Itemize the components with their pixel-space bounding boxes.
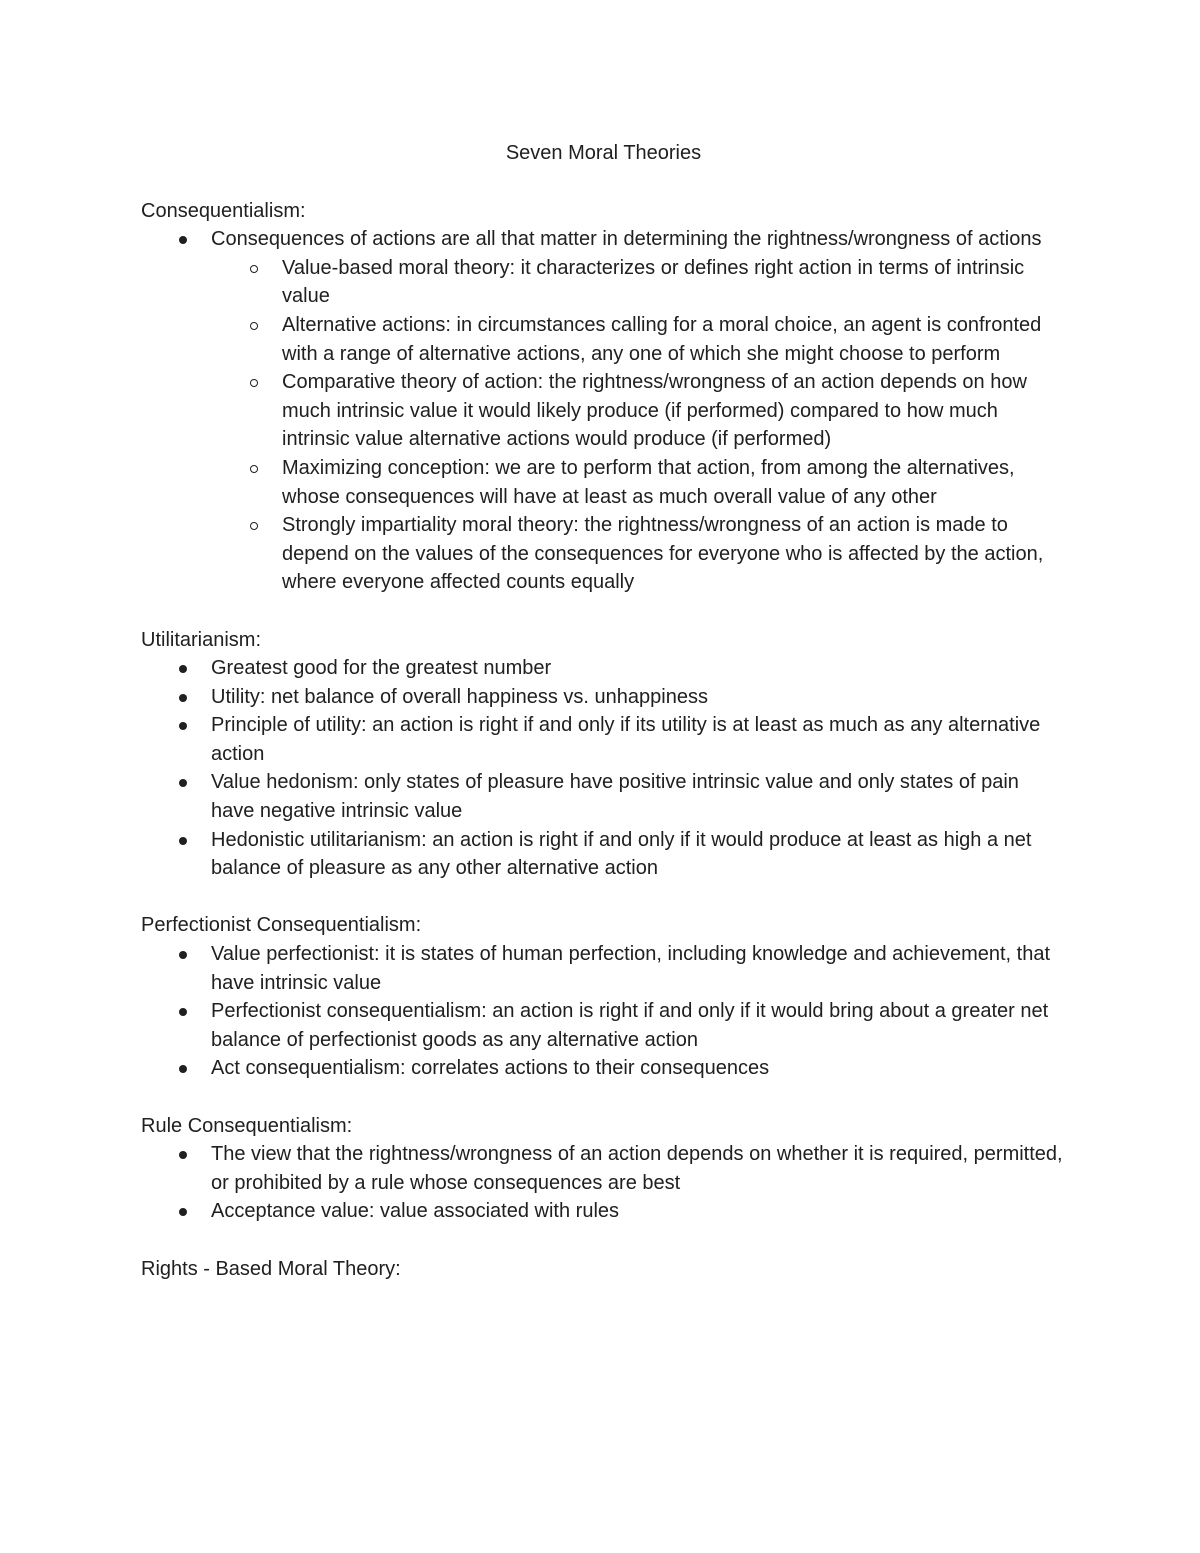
bullet-list: [141, 654, 1066, 883]
sub-list-item-text: Value-based moral theory: it characterizes or defines right action in terms of intrinsic value: [282, 256, 1025, 308]
list-item-text: Act consequentialism: correlates actions to their consequences: [211, 1057, 770, 1080]
sub-list-item: [211, 454, 1066, 511]
list-item-text: Principle of utility: an action is right if and only if its utility is at least as much as any alternative action: [211, 714, 1041, 765]
list-item: [141, 826, 1066, 883]
sub-bullet-list: [211, 254, 1066, 597]
list-item: [141, 225, 1066, 597]
bullet-ring-icon: [250, 522, 258, 530]
section-heading: Rights - Based Moral Theory:: [141, 1257, 401, 1280]
bullet-ring-icon: [250, 322, 258, 330]
sub-list-item-text: Maximizing conception: we are to perform that action, from among the alternatives, whose consequences will have at least as much overall value of any other: [282, 456, 1015, 508]
list-item-text: Consequences of actions are all that matter in determining the rightness/wrongness of actions: [211, 228, 1042, 251]
list-item: [141, 997, 1066, 1054]
document-body: [141, 139, 1066, 1312]
list-item: [141, 1140, 1066, 1197]
list-item: [141, 654, 1066, 683]
document-title: Seven Moral Theories: [505, 142, 702, 164]
list-item-text: Hedonistic utilitarianism: an action is right if and only if it would produce at least as high a net balance of pleasure as any other alternative action: [211, 828, 1032, 880]
sub-list-item: [211, 511, 1066, 597]
bullet-list: [141, 225, 1066, 597]
list-item-text: The view that the rightness/wrongness of an action depends on whether it is required, permitted, or prohibited by a rule whose consequences are best: [211, 1143, 1063, 1194]
bullet-list: [141, 940, 1066, 1083]
list-item: [141, 711, 1066, 768]
section-heading: Perfectionist Consequentialism:: [141, 914, 422, 937]
list-item-text: Value perfectionist: it is states of human perfection, including knowledge and achievement, that have intrinsic value: [211, 943, 1051, 994]
list-item-text: Greatest good for the greatest number: [211, 657, 552, 680]
bullet-dot-icon: [179, 1065, 187, 1073]
section-perfectionist-consequentialism: [141, 911, 1066, 1083]
section-utilitarianism: [141, 626, 1066, 883]
list-item-text: Utility: net balance of overall happiness vs. unhappiness: [211, 685, 708, 708]
section-heading: Utilitarianism:: [141, 628, 262, 651]
bullet-dot-icon: [179, 1008, 187, 1016]
sub-list-item: [211, 254, 1066, 311]
bullet-dot-icon: [179, 722, 187, 730]
section-heading: Consequentialism:: [141, 199, 306, 222]
list-item: [141, 1054, 1066, 1083]
list-item: [141, 940, 1066, 997]
bullet-ring-icon: [250, 465, 258, 473]
section-rule-consequentialism: [141, 1112, 1066, 1226]
sub-list-item-text: Alternative actions: in circumstances calling for a moral choice, an agent is confronted with a range of alternative actions, any one of which she might choose to perform: [282, 313, 1042, 365]
section-heading: Rule Consequentialism:: [141, 1114, 353, 1137]
bullet-dot-icon: [179, 236, 187, 244]
bullet-dot-icon: [179, 694, 187, 702]
section-consequentialism: [141, 197, 1066, 597]
list-item: [141, 1197, 1066, 1226]
bullet-dot-icon: [179, 951, 187, 959]
list-item-text: Perfectionist consequentialism: an action is right if and only if it would bring about a greater net balance of perfectionist goods as any alternative action: [211, 1000, 1049, 1051]
bullet-dot-icon: [179, 1208, 187, 1216]
sub-list-item-text: Comparative theory of action: the rightness/wrongness of an action depends on how much intrinsic value it would likely produce (if performed) compared to how much intrinsic value alternative actions would produce (if performed): [282, 371, 1027, 451]
bullet-dot-icon: [179, 665, 187, 673]
bullet-dot-icon: [179, 837, 187, 845]
sub-list-item: [211, 368, 1066, 454]
bullet-dot-icon: [179, 779, 187, 787]
bullet-dot-icon: [179, 1151, 187, 1159]
list-item: [141, 768, 1066, 825]
list-item-text: Value hedonism: only states of pleasure have positive intrinsic value and only states of pain have negative intrinsic value: [211, 771, 1019, 823]
list-item: [141, 683, 1066, 712]
bullet-ring-icon: [250, 265, 258, 273]
list-item-text: Acceptance value: value associated with rules: [211, 1200, 620, 1223]
section-rights-based-moral-theory: [141, 1255, 1066, 1284]
bullet-ring-icon: [250, 379, 258, 387]
bullet-list: [141, 1140, 1066, 1226]
sub-list-item-text: Strongly impartiality moral theory: the rightness/wrongness of an action is made to depend on the values of the consequences for everyone who is affected by the action, where everyone affected counts equally: [282, 514, 1044, 594]
sub-list-item: [211, 311, 1066, 368]
